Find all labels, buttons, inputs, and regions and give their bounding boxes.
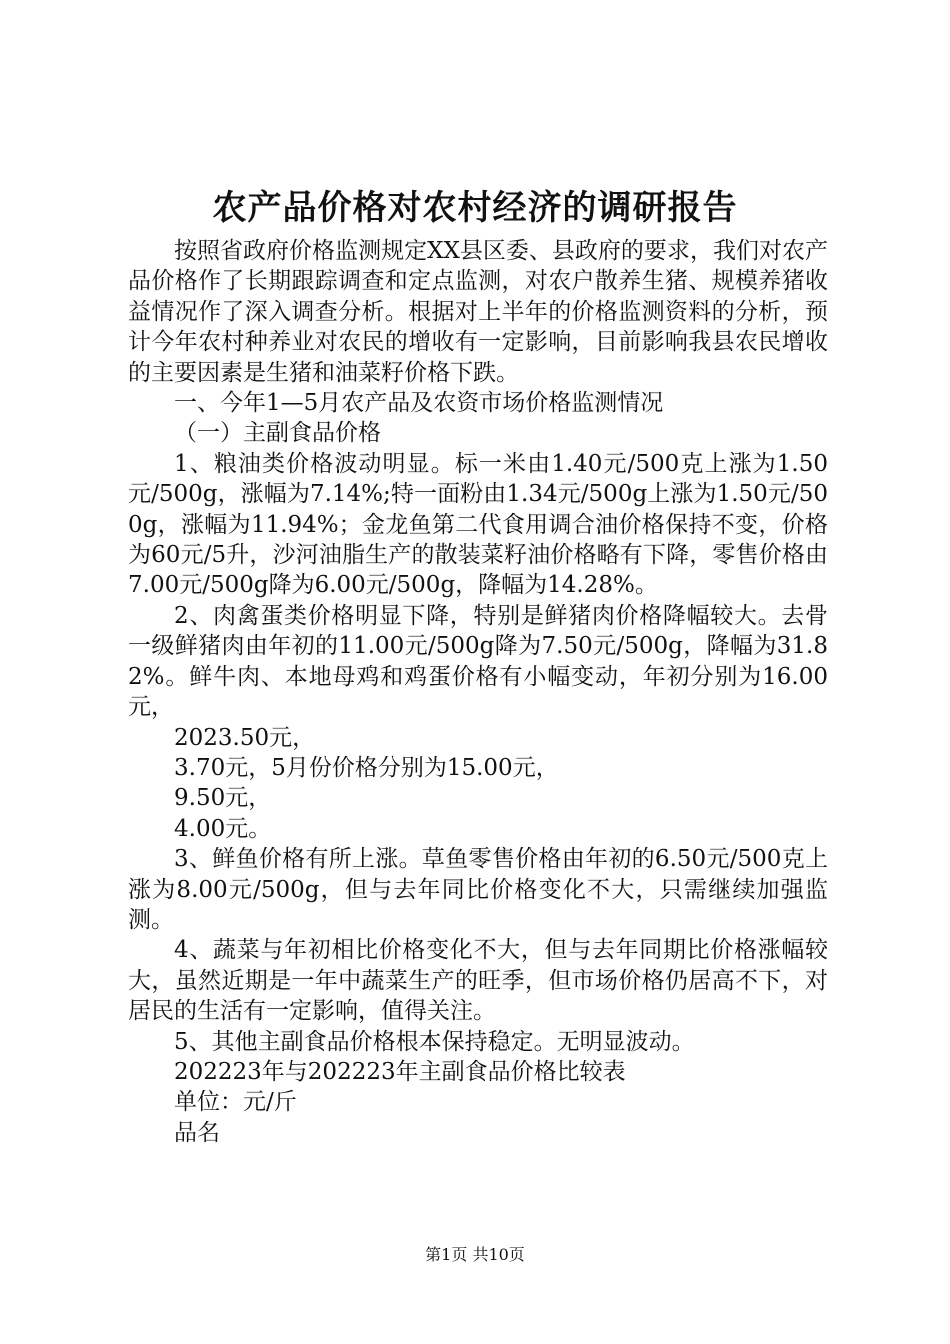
paragraph-other-foods: 5、其他主副食品价格根本保持稳定。无明显波动。 <box>174 1028 695 1055</box>
paragraph-price-line-1: 2023.50元， <box>174 724 316 751</box>
paragraph-grain-oil: 1、粮油类价格波动明显。标一米由1.40元/500克上涨为1.50元/500g，涨幅为7.14%;特一面粉由1.34元/500g上涨为1.50元/500g，涨幅为11.94%；金龙鱼第二代食用调合油价格保持不变，价格为60元/5升，沙河油脂生产的散装菜籽油价格略有下降，零售价格由7.00元/500g降为6.00元/500g，降幅为14.28%。 <box>128 450 828 599</box>
paragraph-vegetables: 4、蔬菜与年初相比价格变化不大，但与去年同期比价格涨幅较大，虽然近期是一年中蔬菜生产的旺季，但市场价格仍居高不下，对居民的生活有一定影响，值得关注。 <box>128 937 828 1025</box>
paragraph-intro: 按照省政府价格监测规定XX县区委、县政府的要求，我们对农产品价格作了长期跟踪调查和定点监测，对农户散养生猪、规模养猪收益情况作了深入调查分析。根据对上半年的价格监测资料的分析，预计今年农村种养业对农民的增收有一定影响，目前影响我县农民增收的主要因素是生猪和油菜籽价格下跌。 <box>128 238 828 386</box>
table-header-item-name: 品名 <box>174 1119 220 1146</box>
paragraph-price-line-4: 4.00元。 <box>174 815 272 842</box>
document-body <box>128 236 828 1148</box>
paragraph-meat-eggs: 2、肉禽蛋类价格明显下降，特别是鲜猪肉价格降幅较大。去骨一级鲜猪肉由年初的11.00元/500g降为7.50元/500g，降幅为31.82%。鲜牛肉、本地母鸡和鸡蛋价格有小幅变动，年初分别为16.00元， <box>128 602 828 721</box>
subsection-heading-1: （一）主副食品价格 <box>174 420 381 447</box>
page-footer: 第1页 共10页 <box>425 1245 525 1264</box>
paragraph-price-line-2: 3.70元，5月份价格分别为15.00元， <box>174 754 559 781</box>
paragraph-fish: 3、鲜鱼价格有所上涨。草鱼零售价格由年初的6.50元/500克上涨为8.00元/500g，但与去年同比价格变化不大，只需继续加强监测。 <box>128 846 828 933</box>
section-heading-1: 一、今年1—5月农产品及农资市场价格监测情况 <box>174 390 664 417</box>
paragraph-price-line-3: 9.50元， <box>174 785 272 812</box>
table-caption: 202223年与202223年主副食品价格比较表 <box>174 1058 626 1085</box>
table-unit: 单位：元/斤 <box>174 1089 297 1116</box>
document-title: 农产品价格对农村经济的调研报告 <box>212 188 738 228</box>
